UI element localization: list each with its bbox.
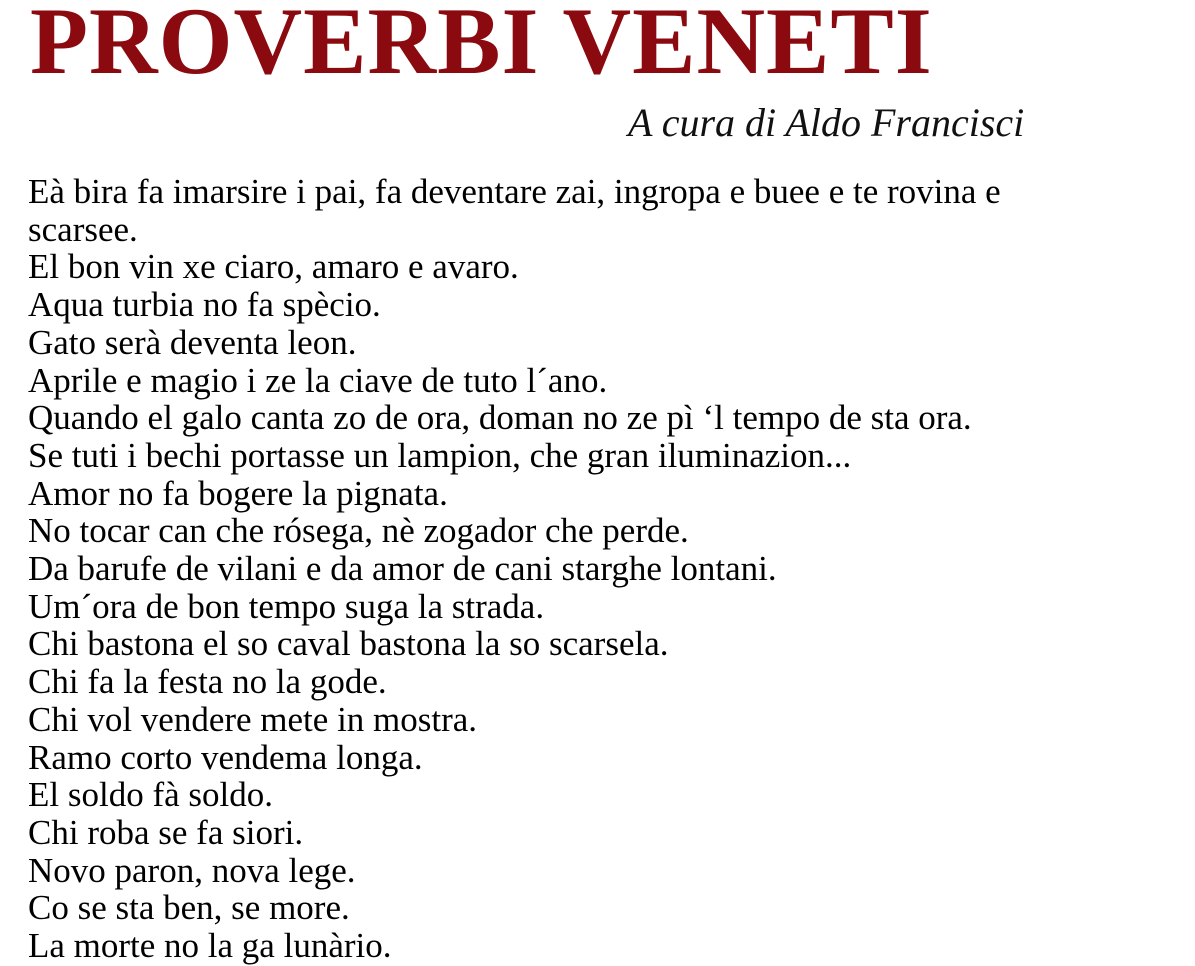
proverb-item: Aprile e magio i ze la ciave de tuto l´ano. [28,360,608,400]
proverb-item: Chi roba se fa siori. [28,812,304,852]
proverb-item: Co se sta ben, se more. [28,888,350,928]
proverb-item: El soldo fà soldo. [28,775,273,815]
proverb-item: Da barufe de vilani e da amor de cani starghe lontani. [28,549,777,589]
proverb-item: Eà bira fa imarsire i pai, fa deventare zai, ingropa e buee e te rovina e scarsee. [28,172,1001,249]
proverb-item: Novo paron, nova lege. [28,850,356,890]
proverb-item: Chi bastona el so caval bastona la so scarsela. [28,624,669,664]
author-credit: A cura di Aldo Francisci [628,100,1025,145]
proverb-item: Amor no fa bogere la pignata. [28,473,448,513]
page-title: PROVERBI VENETI [30,0,933,94]
proverb-item: Um´ora de bon tempo suga la strada. [28,586,545,626]
proverb-item: La morte no la ga lunàrio. [28,926,392,966]
proverb-item: No tocar can che rósega, nè zogador che perde. [28,511,689,551]
proverb-item: Quando el galo canta zo de ora, doman no ze pì ‘l tempo de sta ora. [28,398,972,438]
proverb-item: Se tuti i bechi portasse un lampion, che gran iluminazion... [28,435,852,475]
proverb-item: Chi vol vendere mete in mostra. [28,699,478,739]
proverb-item: Aqua turbia no fa spècio. [28,285,381,325]
proverb-list [28,173,1178,965]
proverb-item: Ramo corto vendema longa. [28,737,423,777]
proverb-item: Gato serà deventa leon. [28,322,357,362]
proverb-item: El bon vin xe ciaro, amaro e avaro. [28,247,519,287]
proverb-item: Chi fa la festa no la gode. [28,662,387,702]
